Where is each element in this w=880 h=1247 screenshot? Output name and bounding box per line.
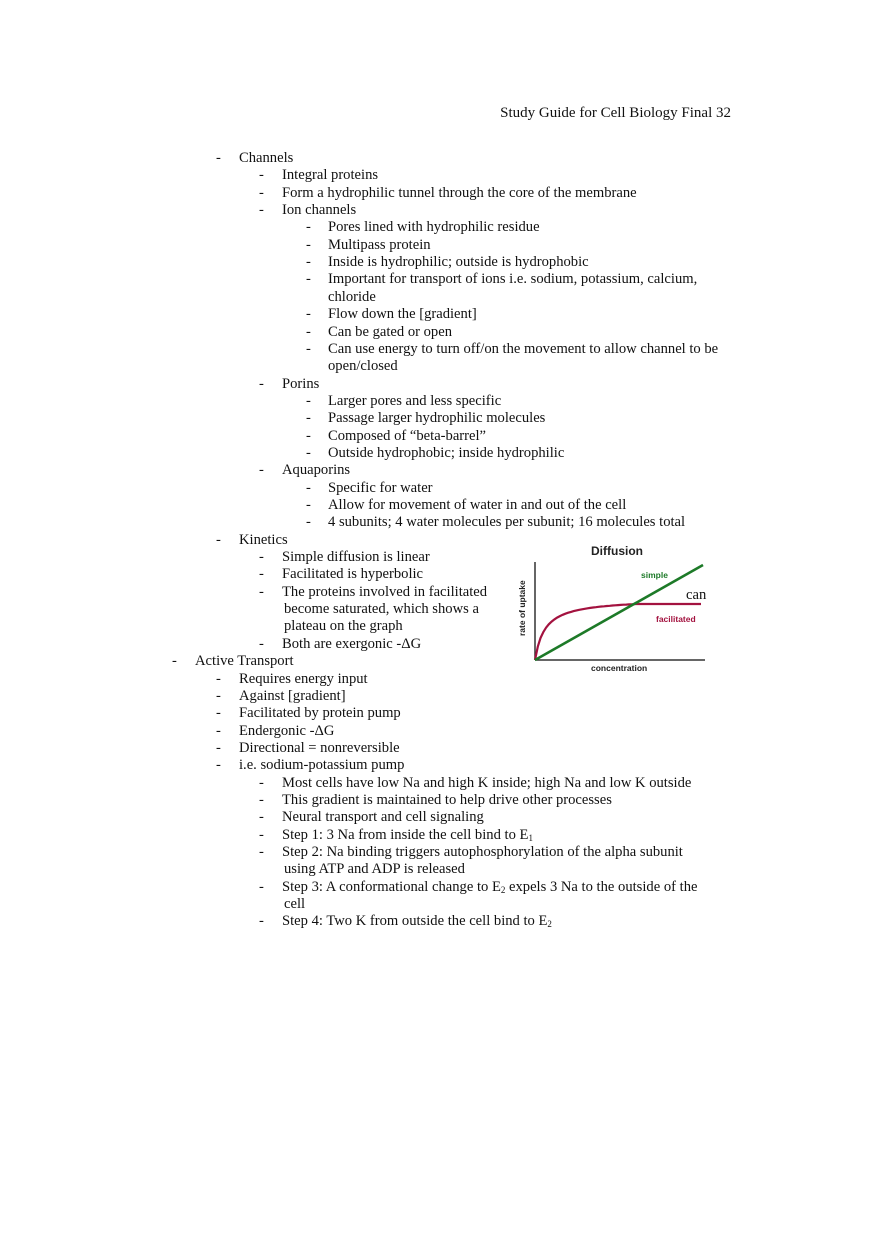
bullet-dash: - [259, 635, 264, 652]
line-text: Outside hydrophobic; inside hydrophilic [328, 444, 565, 461]
line-text: Step 4: Two K from outside the cell bind to E [282, 913, 548, 930]
outline-line [239, 150, 293, 167]
bullet-dash: - [306, 497, 311, 513]
line-text: Multipass protein [328, 236, 431, 253]
line-text: using ATP and ADP is released [284, 861, 465, 878]
outline-line [328, 393, 501, 410]
bullet-dash: - [216, 722, 221, 739]
bullet-dash: - [306, 392, 311, 409]
side-word: can [686, 587, 707, 603]
line-text: Can use energy to turn off/on the movement to allow channel to be [328, 340, 719, 357]
outline-line [284, 618, 403, 635]
bullet-dash: - [259, 184, 264, 201]
line-text: Larger pores and less specific [328, 392, 502, 409]
outline-line [328, 514, 685, 531]
line-text: Directional = nonreversible [239, 739, 400, 756]
outline-line [284, 601, 479, 618]
line-text: Kinetics [239, 531, 288, 548]
bullet-dash: - [216, 670, 221, 687]
bullet-dash: - [306, 323, 311, 340]
line-text: Allow for movement of water in and out of the cell [328, 497, 627, 513]
bullet-dash: - [306, 479, 311, 496]
line-text: Composed of “beta-barrel” [328, 427, 487, 444]
line-text: Facilitated by protein pump [239, 705, 401, 722]
bullet-dash: - [259, 566, 264, 583]
outline-line [282, 844, 683, 861]
facilitated-label: facilitated [656, 614, 696, 624]
outline-line [328, 445, 564, 462]
outline-line [282, 636, 421, 653]
outline-line [282, 584, 487, 601]
line-text: chloride [328, 288, 376, 305]
line-text: Can be gated or open [328, 323, 453, 340]
line-text: Integral proteins [282, 167, 379, 184]
outline-line [282, 809, 484, 826]
line-text: Important for transport of ions i.e. sodium, potassium, calcium, [328, 271, 698, 288]
bullet-dash: - [259, 202, 264, 219]
bullet-dash: - [306, 410, 311, 427]
outline-line [239, 671, 368, 688]
bullet-dash: - [306, 236, 311, 253]
simple-label: simple [641, 570, 668, 580]
line-text: become saturated, which shows a [284, 601, 479, 618]
outline-line [284, 861, 465, 878]
line-text: Flow down the [gradient] [328, 306, 477, 323]
bullet-dash: - [259, 791, 264, 808]
line-text: Endergonic -ΔG [239, 722, 335, 739]
line-text: Specific for water [328, 479, 433, 496]
line-text: plateau on the graph [284, 618, 403, 635]
outline-line [328, 428, 486, 445]
outline-line [328, 219, 540, 236]
bullet-dash: - [306, 340, 311, 357]
outline-line [195, 653, 294, 670]
x-axis-label: concentration [591, 663, 648, 673]
outline-line [328, 237, 431, 254]
outline-line [328, 497, 626, 514]
outline-line [239, 688, 346, 705]
line-text: Aquaporins [282, 462, 351, 479]
simple-line [535, 565, 703, 660]
outline-line [328, 289, 376, 306]
chart-title: Diffusion [591, 544, 643, 558]
outline-line [282, 376, 319, 393]
outline-line [282, 202, 356, 219]
outline-line [328, 480, 433, 497]
bullet-dash: - [259, 375, 264, 392]
line-text: This gradient is maintained to help drive other processes [282, 791, 612, 808]
line-text: Ion channels [282, 202, 357, 219]
bullet-dash: - [259, 583, 264, 600]
outline-line [239, 757, 404, 774]
outline-line [282, 566, 423, 583]
outline-line [239, 705, 401, 722]
bullet-dash: - [216, 531, 221, 548]
outline-line [328, 254, 589, 271]
diffusion-chart [513, 540, 713, 675]
line-text: The proteins involved in facilitated [282, 583, 488, 600]
outline-line [284, 896, 305, 913]
line-text: 4 subunits; 4 water molecules per subunit; 16 molecules total [328, 514, 686, 531]
bullet-dash: - [216, 687, 221, 704]
outline-line [328, 341, 718, 358]
bullet-dash: - [259, 549, 264, 566]
subscript: 1 [528, 832, 533, 843]
page-header: Study Guide for Cell Biology Final 32 [500, 105, 731, 121]
outline-line [282, 549, 430, 566]
y-axis-label: rate of uptake [517, 580, 527, 636]
line-text: Most cells have low Na and high K inside; high Na and low K outside [282, 774, 692, 791]
bullet-dash: - [259, 826, 264, 843]
line-text: Step 1: 3 Na from inside the cell bind to E [282, 826, 529, 843]
bullet-dash: - [259, 878, 264, 895]
bullet-dash: - [306, 306, 311, 323]
outline-line [282, 185, 637, 202]
line-text: Facilitated is hyperbolic [282, 566, 424, 583]
bullet-dash: - [216, 705, 221, 722]
line-text: Step 3: A conformational change to E [282, 878, 501, 895]
subscript: 2 [500, 884, 506, 895]
bullet-dash: - [259, 774, 264, 791]
outline-line [282, 792, 612, 809]
line-text: open/closed [328, 358, 398, 375]
outline-line [239, 532, 288, 549]
line-text: Pores lined with hydrophilic residue [328, 219, 540, 236]
outline-line [282, 775, 691, 792]
line-text: Simple diffusion is linear [282, 549, 430, 566]
line-text: Step 2: Na binding triggers autophosphorylation of the alpha subunit [282, 844, 683, 860]
line-text: Inside is hydrophilic; outside is hydrophobic [328, 254, 589, 271]
bullet-dash: - [259, 167, 264, 184]
bullet-dash: - [306, 444, 311, 461]
outline-line [328, 410, 545, 427]
line-tail: expels 3 Na to the outside of the [505, 878, 698, 895]
bullet-dash: - [259, 809, 264, 826]
bullet-dash: - [259, 913, 264, 930]
outline-line [282, 167, 378, 184]
line-text: Neural transport and cell signaling [282, 809, 484, 826]
bullet-dash: - [306, 254, 311, 271]
line-text: i.e. sodium-potassium pump [239, 757, 405, 774]
line-text: Channels [239, 150, 294, 166]
line-text: Porins [282, 375, 320, 392]
outline-line [328, 271, 697, 288]
bullet-dash: - [259, 844, 264, 860]
outline-line [282, 879, 697, 896]
line-text: Active Transport [195, 653, 294, 670]
line-text: Both are exergonic -ΔG [282, 635, 422, 652]
subscript: 2 [547, 919, 552, 930]
outline-line [239, 740, 400, 757]
bullet-dash: - [216, 739, 221, 756]
bullet-dash: - [306, 514, 311, 531]
outline-line [328, 306, 477, 323]
outline-line [239, 723, 334, 740]
bullet-dash: - [259, 462, 264, 479]
outline-line [282, 913, 552, 930]
bullet-dash: - [172, 653, 177, 670]
line-text: Requires energy input [239, 670, 368, 687]
bullet-dash: - [216, 757, 221, 774]
bullet-dash: - [306, 427, 311, 444]
bullet-dash: - [306, 271, 311, 288]
outline-line [328, 324, 452, 341]
line-text: cell [284, 896, 306, 913]
line-text: Passage larger hydrophilic molecules [328, 410, 546, 427]
outline-line [282, 462, 350, 479]
line-text: Form a hydrophilic tunnel through the core of the membrane [282, 184, 637, 201]
outline-line [282, 827, 533, 844]
bullet-dash: - [216, 150, 221, 166]
line-text: Against [gradient] [239, 687, 346, 704]
bullet-dash: - [306, 219, 311, 236]
outline-line [328, 358, 398, 375]
